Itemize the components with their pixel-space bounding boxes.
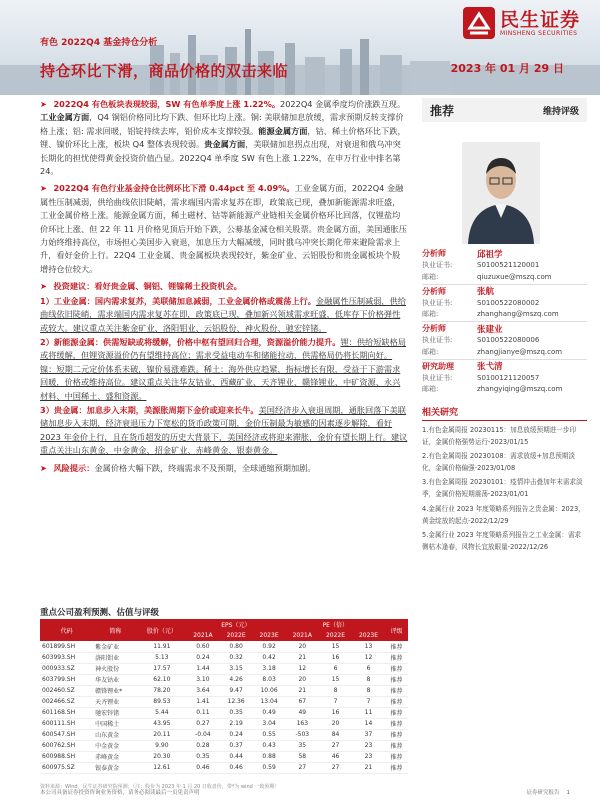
table-cell: 67 <box>286 696 319 707</box>
related-research-item[interactable]: 4.金属行业 2023 年度策略系列报告之贵金属：2023，黄金绽放的起点-2022/12/29 <box>422 504 585 525</box>
table-cell: 推荐 <box>385 641 408 652</box>
analyst-field-value: 邱祖学 <box>477 249 503 260</box>
table-cell: 20.11 <box>138 729 187 740</box>
table-cell: 27 <box>319 740 352 751</box>
table-cell: 推荐 <box>385 674 408 685</box>
table-cell: 84 <box>319 729 352 740</box>
table-cell: 15 <box>319 641 352 652</box>
analyst-field-label: 分析师 <box>422 324 446 334</box>
analyst-info-row <box>422 384 587 396</box>
table-cell: 603993.SH <box>40 652 93 663</box>
table-cell: 赤峰黄金 <box>93 751 137 762</box>
analyst-field-label: 邮箱: <box>422 385 439 394</box>
table-cell: 2.19 <box>220 718 253 729</box>
analyst-field-label: 分析师 <box>422 249 446 259</box>
table-cell: 神火股份 <box>93 663 137 674</box>
col-eps-2021a: 2021A <box>186 630 219 641</box>
table-cell: 78.20 <box>138 685 187 696</box>
related-research-item[interactable]: 3.有色金属周报 20230101：疫情冲击叠加年末需求淡季，金属价格短期震荡-2023/01/01 <box>422 478 583 499</box>
advice-precious-metals: 3）贵金属：加息步入末期，美源胀周期下金价或迎来长牛。美国经济步入衰退周期，通胀回落下美联储加息步入末期，经济衰退压力下宽松的货币政策可期，金价压制最为敏感的因素逐步解除，看好 2023 年金价上行，且在货币超发的历史大背景下，美国经济或将迎来滞胀，金价有望长期上行。建议重点关注山东黄金、中金黄金、招金矿业、赤峰黄金、银泰黄金。 <box>40 404 408 456</box>
table-cell: 163 <box>286 718 319 729</box>
table-cell: 002460.SZ <box>40 685 93 696</box>
table-cell: 7 <box>319 696 352 707</box>
col-eps-2022e: 2022E <box>220 630 253 641</box>
table-cell: 12 <box>286 663 319 674</box>
table-cell: 13.04 <box>253 696 286 707</box>
table-cell: 9.47 <box>220 685 253 696</box>
bullet-arrow-icon: ➤ <box>40 99 47 109</box>
rating-label: 维持评级 <box>542 106 579 117</box>
table-cell: 1.41 <box>186 696 219 707</box>
table-cell: 洛阳钼业 <box>93 652 137 663</box>
table-cell: 推荐 <box>385 740 408 751</box>
table-body <box>40 641 408 773</box>
divider <box>422 321 587 322</box>
col-pe: PE（倍） <box>286 619 385 630</box>
table-row <box>40 696 408 707</box>
table-cell: 中国稀土 <box>93 718 137 729</box>
table-cell: 0.32 <box>220 652 253 663</box>
report-category: 有色 2022Q4 基金持仓分析 <box>40 38 158 48</box>
table-row <box>40 652 408 663</box>
table-cell: 山东黄金 <box>93 729 137 740</box>
table-cell: 20 <box>319 718 352 729</box>
table-cell: 13 <box>352 641 385 652</box>
table-cell: 推荐 <box>385 751 408 762</box>
col-eps-2023e: 2023E <box>253 630 286 641</box>
analyst-info-row <box>422 361 587 373</box>
table-cell: 600111.SH <box>40 718 93 729</box>
table-cell: 0.24 <box>186 652 219 663</box>
table-cell: 0.60 <box>186 641 219 652</box>
table-row <box>40 718 408 729</box>
table-cell: 16 <box>319 707 352 718</box>
table-row <box>40 663 408 674</box>
company-logo <box>462 6 580 40</box>
col-pe-2022e: 2022E <box>319 630 352 641</box>
table-cell: 推荐 <box>385 685 408 696</box>
analyst-field-value: S0100522080002 <box>477 298 540 307</box>
table-cell: 0.24 <box>220 729 253 740</box>
table-cell: 23 <box>352 740 385 751</box>
summary-paragraph-1: ➤ 2022Q4 有色板块表现较弱，SW 有色单季度上涨 1.22%。2022Q4 金属季度均价涨跌互现。工业金属方面，Q4 铜铝价格同比均下跌、但环比均上涨。铜: 美联储加息放缓，需求预期反转支撑价格上涨；铝: 需求回暖，铝锭持续去库，铝价成本支撑较强。能源金属方面，钴、稀土价格环比下跌，锂、镍价环比上涨，板块 Q4 整体表现较弱。贵金属方面，美联储加息拐点出现，对衰退和俄乌冲突长期化的担忧使得黄金投资价值凸显。2022Q4 单季度 SW 有色上涨 1.22%，在申万行业中排名第 24。 <box>40 99 406 177</box>
table-cell: 27 <box>319 762 352 773</box>
table-cell: 推荐 <box>385 729 408 740</box>
table-cell: 10.06 <box>253 685 286 696</box>
divider <box>422 359 587 360</box>
table-cell: 6 <box>352 663 385 674</box>
page-number: 1 <box>566 790 570 796</box>
bullet-arrow-icon: ➤ <box>40 462 47 473</box>
table-cell: 601168.SH <box>40 707 93 718</box>
report-title: 持仓环比下滑，商品价格的双击来临 <box>40 62 289 80</box>
col-eps: EPS（元） <box>186 619 285 630</box>
table-cell: 58 <box>286 751 319 762</box>
report-body <box>40 98 408 479</box>
col-name: 简称 <box>93 619 137 641</box>
col-price: 股价（元） <box>138 619 187 641</box>
table-cell: 8 <box>319 685 352 696</box>
table-cell: 紫金矿业 <box>93 641 137 652</box>
analyst-field-value: S0100521120001 <box>477 261 540 270</box>
table-cell: 11.91 <box>138 641 187 652</box>
analyst-field-value: qiuzuxue@mszq.com <box>477 272 552 281</box>
table-cell: 0.28 <box>186 740 219 751</box>
table-cell: 5.44 <box>138 707 187 718</box>
table-cell: 002466.SZ <box>40 696 93 707</box>
table-cell: 驰宏锌锗 <box>93 707 137 718</box>
analyst-field-label: 分析师 <box>422 286 446 296</box>
advice-new-energy-metals: 2）新能源金属：供需短缺或将缓解，价格中枢有望回归合理，资源溢价能力提升。锂：供给短缺格局或将缓解，但锂资源溢价仍有望维持高位；需求受益电动车和储能拉动，供需格局仍将长期向好。镍：短期二元定价体系未破，镍价易涨难跌。稀土：海外供应趋紧，指标增长有限，受益于下游需求回暖，价格或维持高位。建议重点关注华友钴业、西藏矿业、天齐锂业、赣锋锂业、中矿资源、永兴材料、中国稀土、盛和资源。 <box>40 336 406 401</box>
table-row <box>40 685 408 696</box>
table-cell: 3.04 <box>253 718 286 729</box>
table-cell: 0.92 <box>253 641 286 652</box>
table-cell: 3.15 <box>220 663 253 674</box>
table-cell: 89.53 <box>138 696 187 707</box>
table-cell: 0.44 <box>220 751 253 762</box>
analyst-info-row <box>422 271 587 283</box>
table-row <box>40 707 408 718</box>
table-cell: 9.90 <box>138 740 187 751</box>
analyst-field-value: zhanghang@mszq.com <box>477 310 559 319</box>
table-cell: 推荐 <box>385 718 408 729</box>
col-pe-2021a: 2021A <box>286 630 319 641</box>
table-row <box>40 674 408 685</box>
header-banner <box>0 0 600 95</box>
table-cell: 1.44 <box>186 663 219 674</box>
table-cell: 11 <box>352 707 385 718</box>
disclaimer-note: 本公司具备证券投资咨询业务资格，请务必阅读最后一页免责声明 <box>40 790 200 796</box>
analyst-field-label: 邮箱: <box>422 347 439 356</box>
col-pe-2023e: 2023E <box>352 630 385 641</box>
table-cell: 天齐锂业 <box>93 696 137 707</box>
table-cell: 0.55 <box>253 729 286 740</box>
analyst-field-value: S0100522080006 <box>477 336 540 345</box>
table-cell: 27 <box>286 762 319 773</box>
analyst-info-row <box>422 309 587 321</box>
analyst-photo <box>462 142 540 244</box>
summary-paragraph-2: ➤ 2022Q4 有色行业基金持仓比例环比下滑 0.44pct 至 4.09%。工业金属方面，2022Q4 金融属性压制减弱，供给曲线依旧陡峭，需求端国内需求复苏在即，政策底已现，叠加新能源需求旺盛，工业金属价格上涨。能源金属方面，稀土磁材、钴等新能源产业链相关金属价格环比回落，仅锂盐均价环比上涨、但 22 年 11 月价格见顶后开始下跌，公募基金减仓相关股票。贵金属方面，美国通胀压力始终维持高位，市场担心美国步入衰退，加息压力大幅减缓，同时俄乌冲突长期化带来避险需求上升，看好金价上行。22Q4 工业金属、贵金属板块表现较好，紫金矿业、云铝股份和贵金属板块个股增持仓位较大。 <box>40 183 407 274</box>
footer-right <box>526 788 570 796</box>
analyst-portrait-icon <box>462 142 540 244</box>
table-cell: 43.95 <box>138 718 187 729</box>
table-cell: 12.61 <box>138 762 187 773</box>
table-cell: 20 <box>286 641 319 652</box>
analyst-field-value: S0100121120057 <box>477 373 540 382</box>
table-cell: 3.64 <box>186 685 219 696</box>
related-research-list <box>422 424 587 553</box>
analyst-field-value: zhangjianye@mszq.com <box>477 347 563 356</box>
table-row <box>40 762 408 773</box>
bullet-arrow-icon: ➤ <box>40 281 47 292</box>
analyst-field-label: 执业证书: <box>422 261 453 270</box>
table-cell: 20.30 <box>138 751 187 762</box>
table-cell: 中金黄金 <box>93 740 137 751</box>
recommendation-bar <box>422 98 587 122</box>
earnings-forecast-table <box>40 619 408 774</box>
analyst-field-label: 邮箱: <box>422 310 439 319</box>
analyst-info-row <box>422 286 587 298</box>
table-cell: 0.27 <box>186 718 219 729</box>
table-cell: 16 <box>319 652 352 663</box>
table-cell: 0.88 <box>253 751 286 762</box>
table-source-note: 资料来源：Wind，民生证券研究院预测；（注：股价为 2023 年 1 月 20 日收盘价，带*为 wind 一致预期） <box>40 784 280 790</box>
table-cell: 8 <box>352 685 385 696</box>
table-cell: 12.36 <box>220 696 253 707</box>
table-cell: 8.03 <box>253 674 286 685</box>
table-cell: 000933.SZ <box>40 663 93 674</box>
related-research-item[interactable]: 2.有色金属周报 20230108：需求放缓+加息预期淡化，金属价格偏强-2023/01/08 <box>422 452 575 473</box>
table-cell: 600547.SH <box>40 729 93 740</box>
analyst-field-label: 执业证书: <box>422 373 453 382</box>
analyst-info-row <box>422 323 587 335</box>
table-cell: 4.26 <box>220 674 253 685</box>
analyst-field-value: zhangyiqing@mszq.com <box>477 385 563 394</box>
table-cell: 推荐 <box>385 663 408 674</box>
table-cell: 0.49 <box>253 707 286 718</box>
table-cell: 62.10 <box>138 674 187 685</box>
table-cell: 603799.SH <box>40 674 93 685</box>
logo-english-name: MINSHENG SECURITIES <box>499 29 578 37</box>
table-cell: 46 <box>319 751 352 762</box>
table-cell: 21 <box>286 652 319 663</box>
table-cell: 15 <box>319 674 352 685</box>
table-row <box>40 729 408 740</box>
table-cell: 0.35 <box>186 751 219 762</box>
col-rating: 评级 <box>385 619 408 641</box>
investment-advice: ➤ 投资建议：看好贵金属、铜铝、锂镍稀土投资机会。 1）工业金属：国内需求复苏，美联储加息减弱，工业金属价格或震荡上行。金融属性压制减弱，供给曲线依旧陡峭，需求端国内需求复苏在即，政策底已现，叠加新兴领域需求旺盛，低库存下价格弹性或较大。建议重点关注紫金矿业、洛阳钼业、云铝股份、神火股份、驰宏锌锗。 2）新能源金属：供需短缺或将缓解，价格中枢有望回归合理，资源溢价能力提升。锂：供给短缺格局或将缓解，但锂资源溢价仍有望维持高位；需求受益电动车和储能拉动，供需格局仍将长期向好。镍：短期二元定价体系未破，镍价易涨难跌。稀土：海外供应趋紧，指标增长有限，受益于下游需求回暖，价格或维持高位。建议重点关注华友钴业、西藏矿业、天齐锂业、赣锋锂业、中矿资源、永兴材料、中国稀土、盛和资源。 3）贵金属：加息步入末期，美源胀周期下金价或迎来长牛。美国经济步入衰退周期，通胀回落下美联储加息步入末期，经济衰退压力下宽松的货币政策可期，金价压制最为敏感的因素逐步解除，看好 2023 年金价上行，且在货币超发的历史大背景下，美国经济或将迎来滞胀，金价有望长期上行。建议重点关注山东黄金、中金黄金、招金矿业、赤峰黄金、银泰黄金。 <box>40 280 408 457</box>
divider <box>422 284 587 285</box>
analyst-field-label: 邮箱: <box>422 272 439 281</box>
table-cell: 0.43 <box>253 740 286 751</box>
advice-industrial-metals: 1）工业金属：国内需求复苏，美联储加息减弱，工业金属价格或震荡上行。金融属性压制减弱，供给曲线依旧陡峭，需求端国内需求复苏在即，政策底已现，叠加新兴领域需求旺盛，低库存下价格弹性或较大。建议重点关注紫金矿业、洛阳钼业、云铝股份、神火股份、驰宏锌锗。 <box>40 295 406 333</box>
table-cell: 600762.SH <box>40 740 93 751</box>
table-cell: 0.46 <box>186 762 219 773</box>
table-cell: 3.18 <box>253 663 286 674</box>
logo-mark-icon <box>462 6 496 40</box>
table-cell: 6 <box>319 663 352 674</box>
table-cell: 17.57 <box>138 663 187 674</box>
related-research-item[interactable]: 1.有色金属周报 20230115：加息放缓预期进一步印证，金属价格强势运行-2023/01/15 <box>422 426 577 447</box>
risk-warning: ➤ 风险提示：金属价格大幅下跌，终端需求不及预期，全球通缩预期加剧。 <box>40 462 316 473</box>
analyst-info-row <box>422 297 587 309</box>
table-cell: 601899.SH <box>40 641 93 652</box>
analyst-field-label: 研究助理 <box>422 361 454 371</box>
table-cell: 23 <box>352 751 385 762</box>
recommendation-label: 推荐 <box>430 103 455 118</box>
related-research-heading: 相关研究 <box>422 405 587 421</box>
analyst-list <box>422 248 587 395</box>
table-cell: 8 <box>352 674 385 685</box>
page-footer <box>40 788 570 796</box>
table-cell: 14 <box>352 718 385 729</box>
table-cell: -0.04 <box>186 729 219 740</box>
table-cell: 21 <box>352 762 385 773</box>
table-cell: -503 <box>286 729 319 740</box>
table-cell: 5.13 <box>138 652 187 663</box>
table-cell: 0.37 <box>220 740 253 751</box>
table-cell: 600988.SH <box>40 751 93 762</box>
analyst-info-row <box>422 260 587 272</box>
table-row <box>40 740 408 751</box>
table-cell: 0.46 <box>220 762 253 773</box>
analyst-field-label: 执业证书: <box>422 336 453 345</box>
table-header-row <box>40 619 408 630</box>
col-code: 代码 <box>40 619 93 641</box>
table-cell: 推荐 <box>385 707 408 718</box>
sidebar <box>422 98 587 555</box>
report-date: 2023 年 01 月 29 日 <box>450 62 564 75</box>
analyst-field-value: 张航 <box>477 287 495 298</box>
table-cell: 0.59 <box>253 762 286 773</box>
table-cell: 21 <box>286 685 319 696</box>
table-cell: 0.42 <box>253 652 286 663</box>
table-cell: 推荐 <box>385 762 408 773</box>
table-row <box>40 751 408 762</box>
analyst-field-value: 张建业 <box>477 324 503 335</box>
related-research-item[interactable]: 5.金属行业 2023 年度策略系列报告之工业金属：需求侧枯木逢春，风物长宜放眼量-2022/12/26 <box>422 530 582 551</box>
footer-label: 证券研究报告 <box>526 790 560 796</box>
table-cell: 华友钴业 <box>93 674 137 685</box>
logo-chinese-name: 民生证券 <box>499 8 580 31</box>
analyst-info-row <box>422 335 587 347</box>
table-cell: 49 <box>286 707 319 718</box>
analyst-info-row <box>422 248 587 260</box>
table-cell: 37 <box>352 729 385 740</box>
analyst-field-value: 张弋清 <box>477 362 503 373</box>
table-cell: 20 <box>286 674 319 685</box>
table-cell: 0.80 <box>220 641 253 652</box>
table-cell: 12 <box>352 652 385 663</box>
analyst-info-row <box>422 346 587 358</box>
analyst-field-label: 执业证书: <box>422 298 453 307</box>
table-cell: 7 <box>352 696 385 707</box>
analyst-info-row <box>422 372 587 384</box>
table-row <box>40 641 408 652</box>
table-cell: 推荐 <box>385 652 408 663</box>
table-cell: 0.35 <box>220 707 253 718</box>
table-cell: 3.10 <box>186 674 219 685</box>
table-cell: 赣锋锂业* <box>93 685 137 696</box>
table-cell: 推荐 <box>385 696 408 707</box>
table-cell: 银泰黄金 <box>93 762 137 773</box>
table-title: 重点公司盈利预测、估值与评级 <box>40 608 160 618</box>
table-cell: 35 <box>286 740 319 751</box>
table-cell: 0.11 <box>186 707 219 718</box>
bullet-arrow-icon: ➤ <box>40 183 47 194</box>
table-cell: 600975.SZ <box>40 762 93 773</box>
